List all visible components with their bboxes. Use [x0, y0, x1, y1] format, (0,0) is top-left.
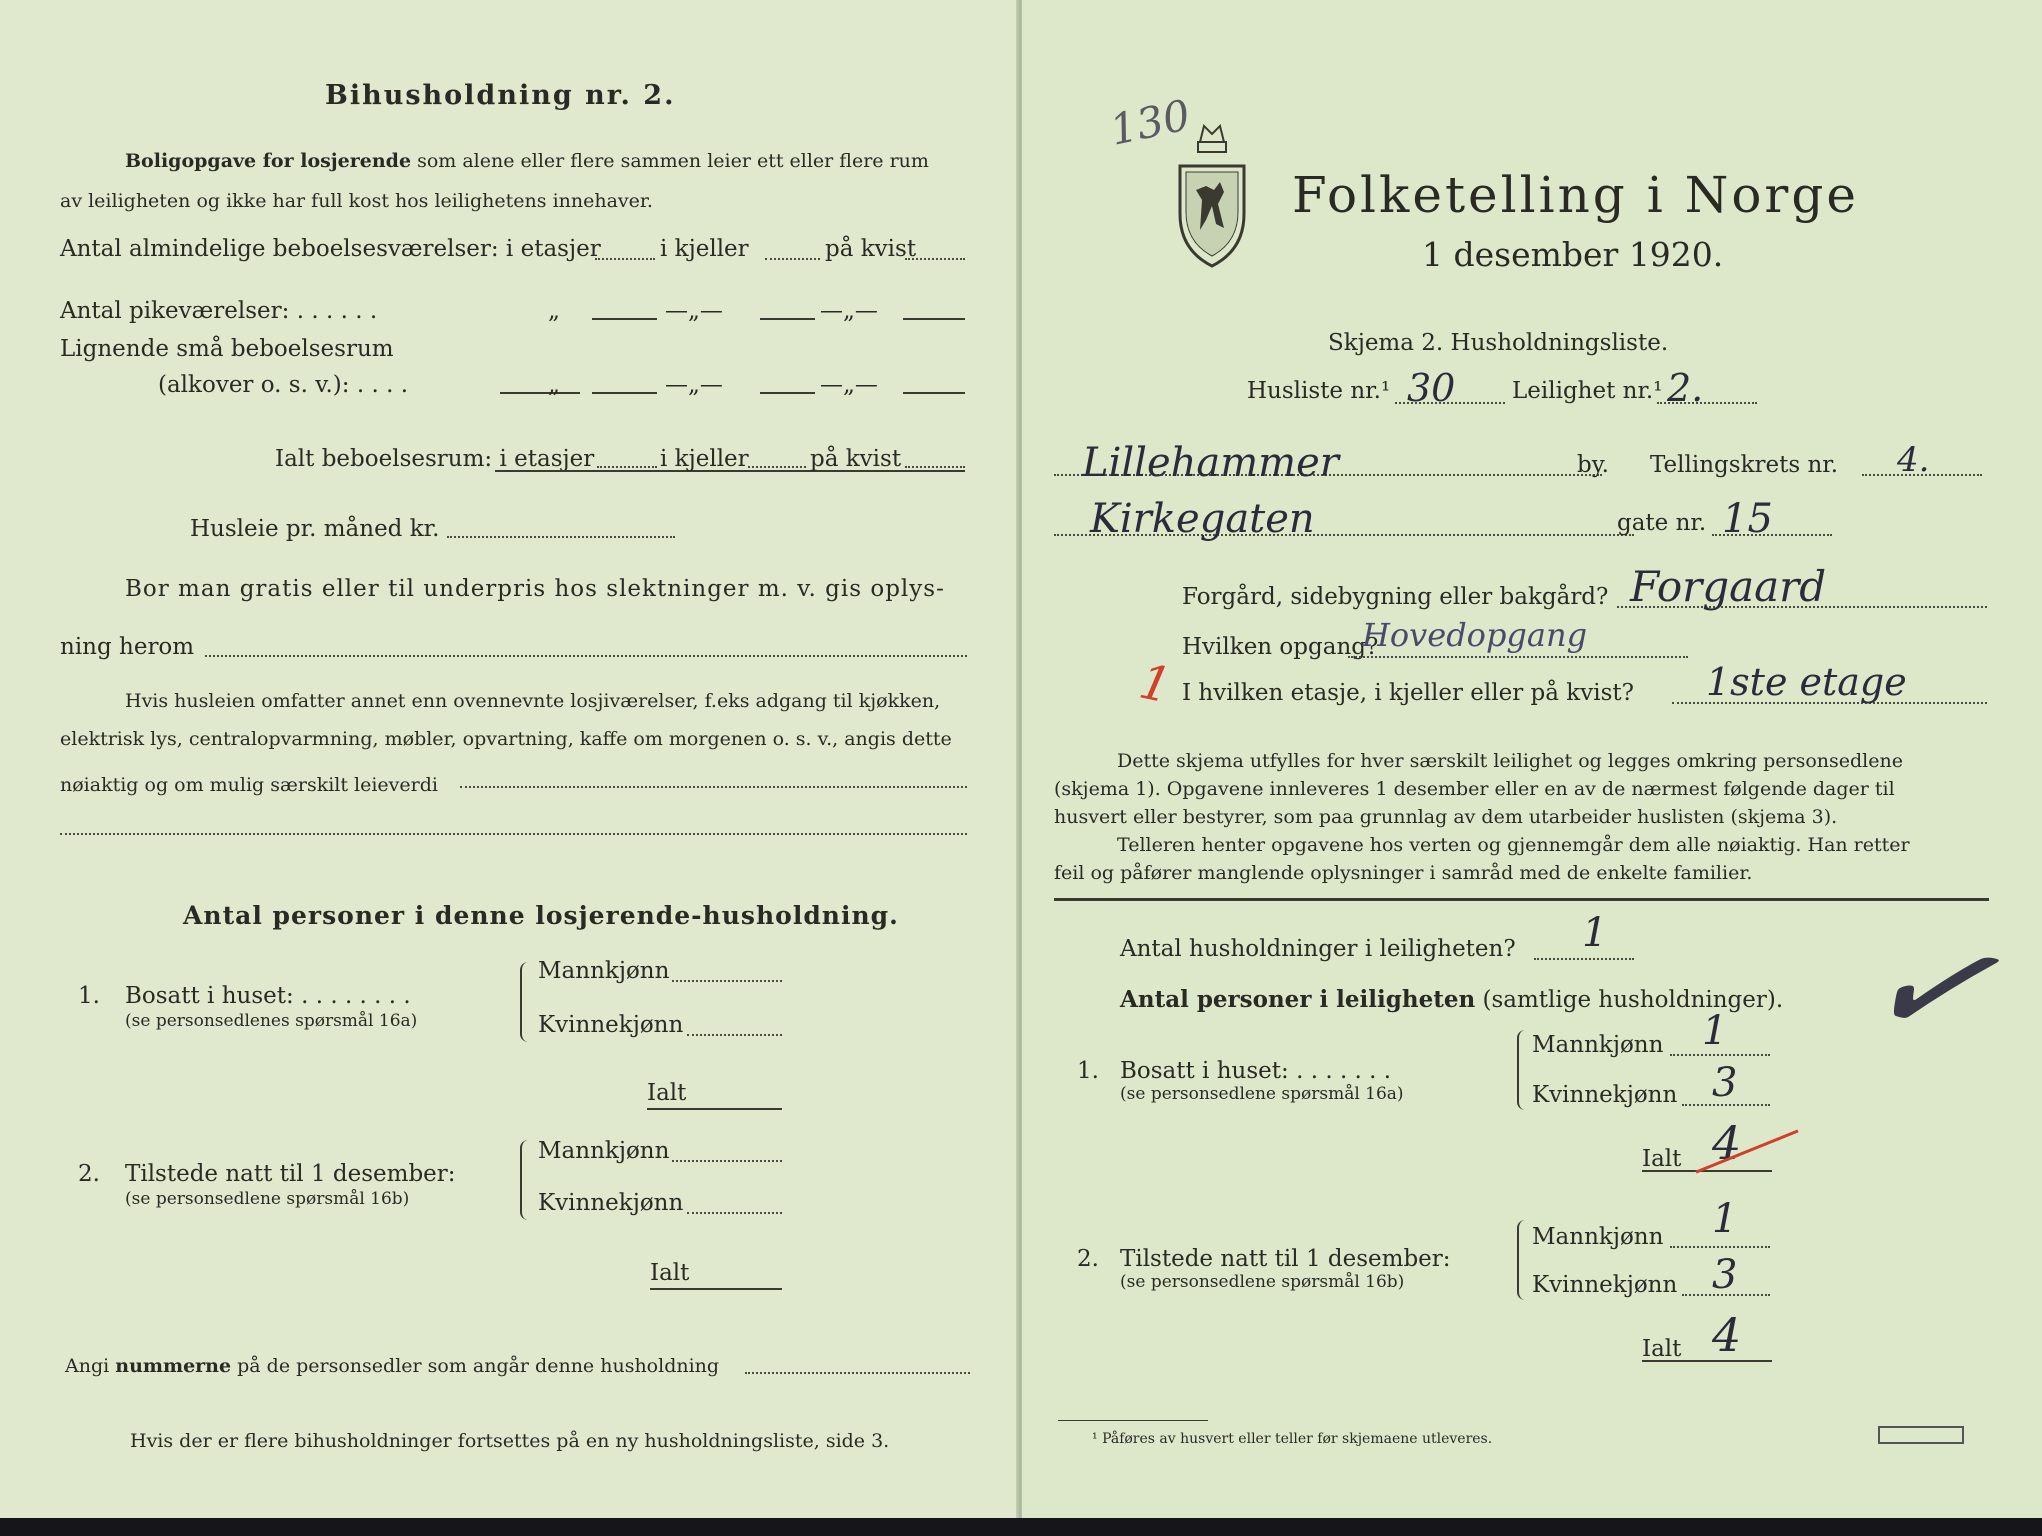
- right-q2-kvinne-value: 3: [1712, 1252, 1738, 1298]
- right-q1-kvinne-value: 3: [1712, 1060, 1738, 1106]
- ialt-beboelsesrum-label: Ialt beboelsesrum: i etasjer: [275, 446, 595, 472]
- angi-line: [65, 1357, 719, 1376]
- info-divider: [1054, 898, 1989, 901]
- left-q1-mann-label: Mannkjønn: [538, 958, 670, 984]
- footnote: ¹ Påføres av husvert eller teller før skjemaene utleveres.: [1092, 1431, 1493, 1447]
- left-q2-sub: (se personsedlene spørsmål 16b): [125, 1189, 410, 1209]
- angi-bold: nummerne: [115, 1355, 232, 1377]
- info-line-4: Telleren henter opgavene hos verten og gjennemgår dem alle nøiaktig. Han retter: [1117, 834, 1910, 856]
- opgang-field[interactable]: [1348, 656, 1688, 658]
- tellingskrets-label: Tellingskrets nr.: [1650, 452, 1839, 478]
- persons-heading-left: Antal personer i denne losjerende-husholdning.: [183, 901, 899, 930]
- bor-line-1: Bor man gratis eller til underpris hos slektninger m. v. gis oplys-: [125, 576, 945, 602]
- footnote-rule: [1058, 1420, 1208, 1421]
- right-q1-mann-field[interactable]: [1670, 1054, 1770, 1056]
- forgard-value: Forgaard: [1630, 562, 1827, 611]
- info-line-1: Dette skjema utfylles for hver særskilt leilighet og legges omkring personsedlene: [1117, 750, 1903, 772]
- persons-heading-right-rest: (samtlige husholdninger).: [1482, 987, 1784, 1013]
- bor-line-2: ning herom: [60, 634, 195, 660]
- left-q1-num: 1.: [78, 983, 100, 1009]
- angi-rest: på de personsedler som angår denne husholdning: [237, 1355, 720, 1377]
- left-q1-sub: (se personsedlenes spørsmål 16a): [125, 1011, 418, 1031]
- left-q2-kvinne-field[interactable]: [687, 1212, 782, 1214]
- dash-ditto-2: —„—: [820, 298, 878, 324]
- left-q2-brace: [520, 1140, 532, 1220]
- oplysning-field[interactable]: [205, 655, 967, 657]
- left-q2-kvinne-label: Kvinnekjønn: [538, 1190, 684, 1216]
- left-footer: Hvis der er flere bihusholdninger fortsettes på en ny husholdningsliste, side 3.: [130, 1430, 890, 1452]
- etasje-label: I hvilken etasje, i kjeller eller på kvist?: [1182, 680, 1634, 706]
- gate-label: gate nr.: [1617, 510, 1707, 536]
- red-pencil-mark: 1: [1134, 653, 1177, 715]
- left-q1-kvinne-field[interactable]: [687, 1034, 782, 1036]
- alkover-etasjer-field[interactable]: [592, 392, 657, 394]
- right-q2-mann-value: 1: [1712, 1196, 1738, 1242]
- hvis-line-1: Hvis husleien omfatter annet enn ovennevnte losjiværelser, f.eks adgang til kjøkken,: [125, 690, 941, 712]
- kvist-field[interactable]: [905, 258, 965, 260]
- right-q2-ialt-label: Ialt: [1642, 1336, 1682, 1362]
- antal-husholdninger-value: 1: [1582, 910, 1608, 956]
- leilighet-label: Leilighet nr.¹: [1512, 378, 1663, 404]
- intro-line-1: [125, 152, 929, 171]
- printer-stamp: [1878, 1426, 1964, 1444]
- kjeller-field[interactable]: [765, 258, 820, 260]
- alkover-ditto-line[interactable]: [500, 392, 580, 394]
- right-q2-ialt-field[interactable]: [1642, 1360, 1772, 1362]
- right-q2-kvinne-label: Kvinnekjønn: [1532, 1272, 1678, 1298]
- red-strike-mark: [1695, 1130, 1798, 1174]
- lignende-label-1: Lignende små beboelsesrum: [60, 336, 394, 362]
- left-q1-mann-field[interactable]: [672, 980, 782, 982]
- right-q1-ialt-label: Ialt: [1642, 1146, 1682, 1172]
- persons-heading-right: [1120, 988, 1783, 1012]
- by-label: by.: [1577, 452, 1609, 478]
- intro-rest: som alene eller flere sammen leier ett eller flere rum: [417, 150, 929, 172]
- coat-of-arms-icon: [1172, 120, 1252, 270]
- lignende-label-2: (alkover o. s. v.): . . . .: [158, 372, 409, 398]
- ialt-kvist-field[interactable]: [905, 466, 965, 468]
- ialt-kjeller-field[interactable]: [748, 466, 806, 468]
- info-line-2: (skjema 1). Opgavene innleveres 1 desember eller en av de nærmest følgende dager til: [1054, 778, 1895, 800]
- etasje-value: 1ste etage: [1706, 660, 1907, 704]
- left-q1-ialt-field[interactable]: [647, 1108, 782, 1110]
- left-q1-label: Bosatt i huset: . . . . . . . .: [125, 983, 411, 1009]
- pike-kjeller-field[interactable]: [760, 318, 815, 320]
- antal-beboelsesvaerelser-label: Antal almindelige beboelsesværelser: i etasjer: [60, 236, 601, 262]
- gate-nr-value: 15: [1722, 496, 1773, 542]
- left-q1-kvinne-label: Kvinnekjønn: [538, 1012, 684, 1038]
- right-q2-ialt-value: 4: [1712, 1308, 1742, 1362]
- right-q1-kvinne-label: Kvinnekjønn: [1532, 1082, 1678, 1108]
- info-line-3: husvert eller bestyrer, som paa grunnlag av dem utarbeider huslisten (skjema 3).: [1054, 806, 1838, 828]
- right-q2-num: 2.: [1077, 1246, 1099, 1272]
- left-page: [0, 0, 1018, 1536]
- info-line-5: feil og påfører manglende oplysninger i samråd med de enkelte familier.: [1054, 862, 1753, 884]
- tellingskrets-value: 4.: [1897, 440, 1930, 480]
- left-q2-mann-field[interactable]: [672, 1160, 782, 1162]
- opgang-label: Hvilken opgang?: [1182, 634, 1379, 660]
- by-value: Lillehammer: [1082, 440, 1339, 486]
- leieverdi-field-2[interactable]: [60, 833, 967, 835]
- right-q1-ialt-value: 4: [1712, 1116, 1742, 1170]
- pikevaerelser-label: Antal pikeværelser: . . . . . .: [60, 298, 378, 324]
- forgard-label: Forgård, sidebygning eller bakgård?: [1182, 584, 1609, 610]
- leieverdi-field[interactable]: [460, 786, 967, 788]
- husliste-value: 30: [1407, 366, 1456, 410]
- right-q1-num: 1.: [1077, 1058, 1099, 1084]
- hvis-line-2: elektrisk lys, centralopvarmning, møbler, opvartning, kaffe om morgenen o. s. v., angis dette: [60, 728, 952, 750]
- form-title: Folketelling i Norge: [1292, 166, 1859, 224]
- left-q2-ialt-field[interactable]: [650, 1288, 782, 1290]
- pike-kvist-field[interactable]: [903, 318, 965, 320]
- paa-kvist-label: på kvist: [825, 236, 917, 262]
- i-kjeller-label: i kjeller: [660, 236, 749, 262]
- left-q1-ialt-label: Ialt: [647, 1080, 687, 1106]
- checkmark-icon: ✓: [1847, 887, 2012, 1087]
- margin-note: 130: [1105, 90, 1195, 155]
- intro-line-2: av leiligheten og ikke har full kost hos leilighetens innehaver.: [60, 190, 653, 212]
- opgang-value: Hovedopgang: [1362, 616, 1588, 654]
- skjema-label: Skjema 2. Husholdningsliste.: [1328, 330, 1669, 356]
- pike-etasjer-field[interactable]: [592, 318, 657, 320]
- right-page: [1022, 0, 2042, 1536]
- angi-pre: Angi: [65, 1355, 110, 1377]
- left-q2-label: Tilstede natt til 1 desember:: [125, 1161, 456, 1187]
- scan-bottom-edge: [0, 1518, 2042, 1536]
- ialt-etasjer-field[interactable]: [597, 466, 657, 468]
- intro-bold: Boligopgave for losjerende: [125, 150, 412, 172]
- left-q2-ialt-label: Ialt: [650, 1260, 690, 1286]
- right-q2-mann-label: Mannkjønn: [1532, 1224, 1664, 1250]
- dash-ditto-3: —„—: [665, 372, 723, 398]
- right-q1-sub: (se personsedlene spørsmål 16a): [1120, 1084, 1404, 1104]
- right-q1-label: Bosatt i huset: . . . . . . .: [1120, 1058, 1392, 1084]
- right-q1-ialt-field[interactable]: [1642, 1170, 1772, 1172]
- dash-ditto-1: —„—: [665, 298, 723, 324]
- right-q2-mann-field[interactable]: [1670, 1246, 1770, 1248]
- bihusholdning-heading: Bihusholdning nr. 2.: [325, 80, 676, 111]
- husleie-label: Husleie pr. måned kr.: [190, 516, 440, 542]
- right-q1-brace: [1517, 1030, 1529, 1110]
- left-q2-num: 2.: [78, 1161, 100, 1187]
- persons-heading-right-bold: Antal personer i leiligheten: [1120, 986, 1476, 1013]
- etasjer-field[interactable]: [595, 258, 655, 260]
- husliste-label: Husliste nr.¹: [1247, 378, 1391, 404]
- husleie-field[interactable]: [447, 536, 675, 538]
- left-q1-brace: [520, 962, 532, 1042]
- ialt-kjeller-label: i kjeller: [660, 446, 749, 472]
- census-date: 1 desember 1920.: [1422, 235, 1724, 274]
- antal-husholdninger-field[interactable]: [1534, 958, 1634, 960]
- right-q1-mann-value: 1: [1702, 1008, 1728, 1054]
- ditto-mark: „: [548, 298, 560, 324]
- ditto-mark-2: „: [548, 372, 560, 398]
- antal-husholdninger-label: Antal husholdninger i leiligheten?: [1120, 936, 1516, 962]
- right-q2-sub: (se personsedlene spørsmål 16b): [1120, 1272, 1405, 1292]
- left-q2-mann-label: Mannkjønn: [538, 1138, 670, 1164]
- right-q2-brace: [1517, 1220, 1529, 1300]
- gate-value: Kirkegaten: [1090, 496, 1315, 542]
- dash-ditto-4: —„—: [820, 372, 878, 398]
- leilighet-value: 2.: [1667, 366, 1704, 410]
- alkover-kvist-field[interactable]: [903, 392, 965, 394]
- right-q2-label: Tilstede natt til 1 desember:: [1120, 1246, 1451, 1272]
- right-q1-mann-label: Mannkjønn: [1532, 1032, 1664, 1058]
- angi-field[interactable]: [745, 1372, 970, 1374]
- alkover-kjeller-field[interactable]: [760, 392, 815, 394]
- hvis-line-3: nøiaktig og om mulig særskilt leieverdi: [60, 774, 438, 796]
- ialt-kvist-label: på kvist: [810, 446, 902, 472]
